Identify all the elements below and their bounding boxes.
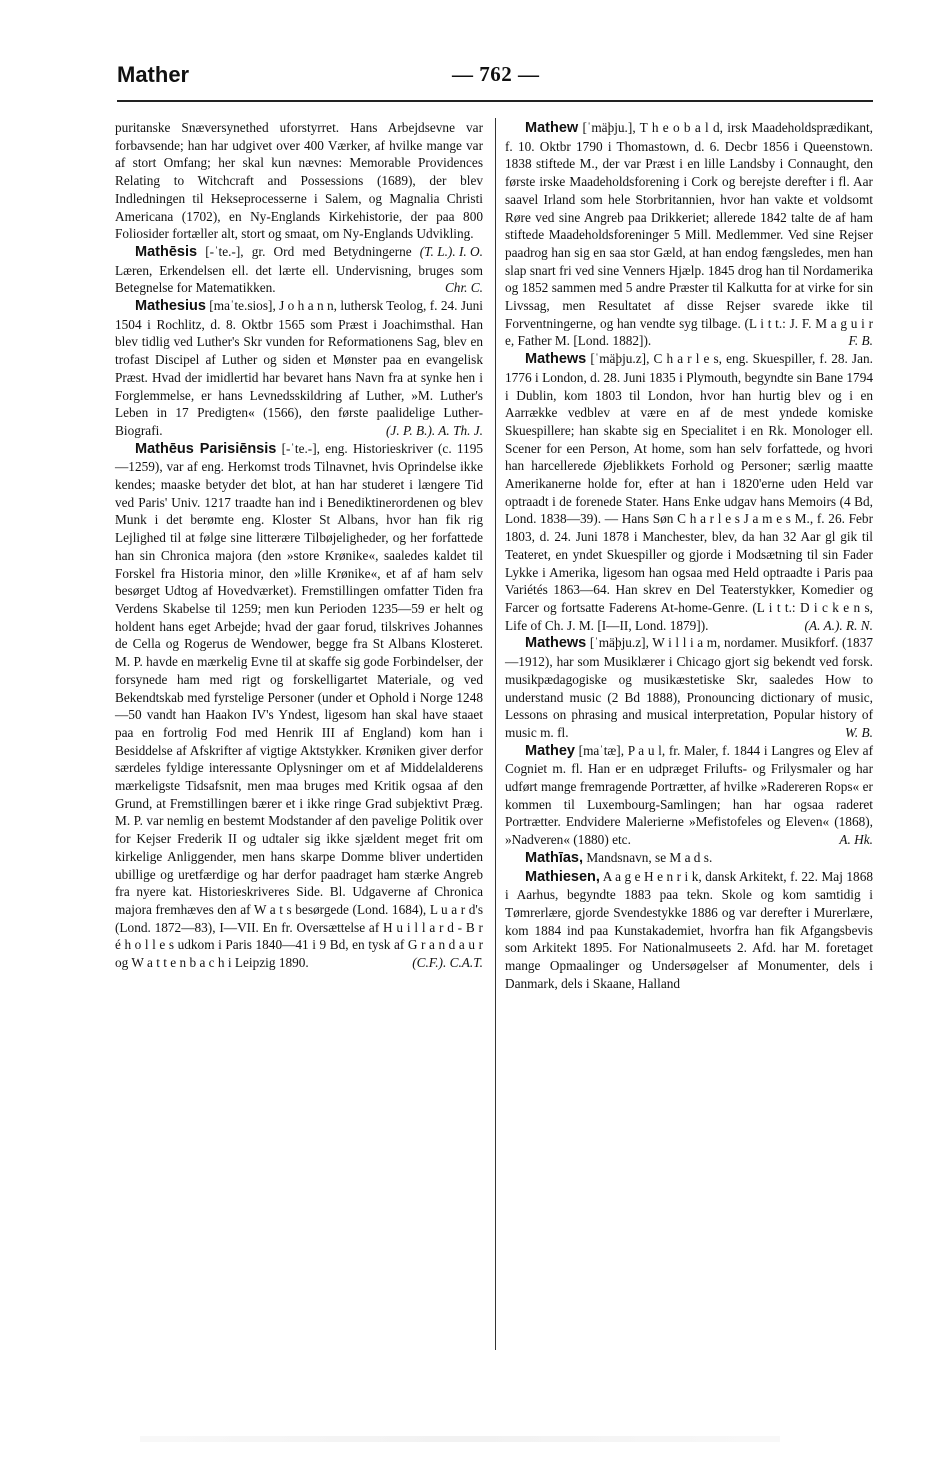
dictionary-entry xyxy=(505,849,873,868)
entry-signature: W. B. xyxy=(845,724,873,740)
dictionary-entry xyxy=(505,119,873,350)
entry-signature: A. Hk. xyxy=(839,832,873,848)
entry-signature: (A. A.). R. N. xyxy=(804,617,873,633)
dictionary-entry xyxy=(505,868,873,993)
entry-text: puritanske Snæversynethed uforstyrret. Hans Arbejdsevne var forbavsende; han har udgivet over 400 Værker, af hvilke mange var af stort Omfang; her skal kun nævnes: Memorable Providences Relating to Witchcraft and Possessions (1689), der blev Indledningen til Hekseprocesserne i Salem, og Magnalia Christi Americana (1702), en Ny-Englands Kirkehistorie, der paa 800 Foliosider fortæller alt, stort og smaat, om Ny-Englands Udvikling. xyxy=(115,120,483,242)
entry-text: [-ˈte.-], gr. Ord med Betydningerne Læren, Erkendelsen ell. det lærte ell. Undervisning, bruges som Betegnelse for Matematikken. xyxy=(115,243,483,296)
entry-text: [ˈmäþju.z], W i l l i a m, nordamer. Musikforf. (1837—1912), har som Musiklærer i Chicago gjort sig bekendt ved forsk. musikpædagogiske og musikæstetiske Skr, saaledes How to understand music (2 Bd 1888), Pronouncing dictionary of music, Lessons on phrasing and musical interpretation, Popular history of music m. fl. xyxy=(505,635,873,740)
running-head: Mather xyxy=(117,62,190,87)
dictionary-entry xyxy=(505,742,873,849)
entry-text: Mandsnavn, se M a d s. xyxy=(586,849,713,865)
page-number: — 762 — xyxy=(452,62,540,86)
dictionary-entry xyxy=(115,297,483,440)
entry-signature: (C.F.). C.A.T. xyxy=(412,955,483,971)
entry-headword: Mathīas, xyxy=(525,849,584,866)
right-column xyxy=(505,119,873,992)
entry-signature: (T. L.). I. O. xyxy=(419,243,483,259)
entry-headword: Mathews xyxy=(525,635,587,652)
entry-headword: Mathēsis xyxy=(135,243,198,260)
entry-signature: Chr. C. xyxy=(444,280,483,296)
entry-headword: Mathey xyxy=(525,742,575,759)
entry-text: [maˈte.sios], J o h a n n, luthersk Teolog, f. 24. Juni 1504 i Rochlitz, d. 8. Oktbr 1565 som Præst i Joachimsthal. Han blev tidlig ved Luther's Skr vunden for Reformationens Sag, blev en trofast Discipel af Luther og siden et Mønster paa en evangelisk Præst. Hvad der imidlertid har bevaret hans Navn fra at synke hen i Forglemmelse, er hans Levnedsskildring af Luther, »M. Luther's Leben in 17 Predigten« (1566), den første paalidelige Luther-Biografi. xyxy=(115,298,483,438)
header-rule xyxy=(117,100,873,102)
entry-headword: Mathew xyxy=(525,120,579,136)
entry-text: [ˈmäþju.], T h e o b a l d, irsk Maadeholdsprædikant, f. 10. Oktbr 1790 i Thomastown, d. 6. Decbr 1856 i Queenstown. 1838 stiftede M., der var Præst i en lille Landsby i Connaught, den første irske Maadeholdsforening i Cork og berejste derefter i fl. Aar saavel Irland som hele Storbritannien, hvor han vakte et voldsomt Røre ved sine Angreb paa Drikkeriet; allerede 1842 talte de af ham stiftede Maadeholdsforeninger 5 Mill. Medlemmer. Ved sine Rejser paadrog han sig en saa stor Gæld, at han endog fængsledes, men han slap snart fri ved sine Venners Hjælp. 1845 drog han til Nordamerika og 1852 sammen med 5 andre Præster til Kalkutta for at virke for sin Livssag, men Resultatet af disse Rejser svarede ikke til Forventningerne, og han vendte syg tilbage. (L i t t.: J. F. M a g u i r e, Father M. [Lond. 1882]). xyxy=(505,120,873,349)
entry-text: [ˈmäþju.z], C h a r l e s, eng. Skuespiller, f. 28. Jan. 1776 i London, d. 28. Juni 1835 i Plymouth, begyndte sin Bane 1794 i Dublin, kom 1803 til London, hvor han hurtig blev og i en Aarrække vedblev at være en af de mest yndede komiske Skuespillere; han skabte sig en Specialitet i en Rk. Monologer ell. Scener for een Person, At home, som han selv forfattede, og hvori han harcellerede Øjeblikkets Forhold og Personer; særlig maatte Amerikanerne holde for, efter at han i 1820'erne uden Held var optraadt i de forenede Stater. Hans Enke udgav hans Memoirs (4 Bd, Lond. 1838—39). — Hans Søn C h a r l e s J a m e s M., f. 26. Febr 1803, d. 24. Juni 1878 i Manchester, blev, da han 32 Aar gl gik til Teateret, en yndet Skuespiller og gjorde i Modsætning til sin Fader Lykke i Amerika, ligesom han ogsaa med Held optraadte i Paris paa Variétés 1863—64. Han skrev en Del Teaterstykker, Komedier og Farcer og fortsatte Faderens At-home-Genre. (L i t t.: D i c k e n s, Life of Ch. J. M. [I—II, Lond. 1879]). xyxy=(505,351,873,633)
column-divider xyxy=(495,118,496,1350)
scan-artifact xyxy=(140,1436,780,1442)
entry-headword: Mathews xyxy=(525,351,587,368)
entry-text: A a g e H e n r i k, dansk Arkitekt, f. 22. Maj 1868 i Aarhus, begyndte 1883 paa tekn. Skole og kom samtidig i Tømrerlære, gjorde Svendestykke 1886 og var derefter i Murerlære, kom 1884 ind paa Kunstakademiet, hvorfra han fik Afgangsbevis som Arkitekt 1895. For Nationalmuseets 2. Afd. har M. foretaget mange Opmaalinger og Undersøgelser af Monumenter, dels i Danmark, dels i Skaane, Halland xyxy=(505,868,873,991)
entry-headword: Mathiesen, xyxy=(525,868,600,885)
entry-signature: F. B. xyxy=(848,333,873,349)
entry-headword: Mathēus Parisiēnsis xyxy=(135,440,277,457)
entry-text: [-ˈte.-], eng. Historieskriver (c. 1195—1259), var af eng. Herkomst trods Tilnavnet, hvis Oprindelse ikke kendes; maaske betyder det blot, at han har studeret i længere Tid ved Paris' Univ. 1217 traadte han ind i Benediktinerordenen og blev Munk i det berømte eng. Kloster St Albans, hvor han fik rig Lejlighed til at følge sine litterære Tilbøjeligheder, og her forfattede han sin Chronica majora (den »store Krønike«, saaledes kaldet til Forskel fra Historia minor, den »lille Krønike«, et af af ham selv besørget Udtog af Hovedværket). Fremstillingen omfatter Tiden fra Verdens Skabelse til 1259; men kun Perioden 1235—59 er helt og holdent hans eget Arbejde; hvad der gaar forud, tilskrives Johannes de Cella og Rogerus de Wendower, begge fra St Albans Klosteret. M. P. havde en mærkelig Evne til at skaffe sig gode Forbindelser, der forsynede ham med rigt og forskelligartet Materiale, og ved Bekendtskab med fyrstelige Personer (under et Ophold i Norge 1248—50 vandt han Haakon IV's Yndest, ligesom han skal have staaet paa en fortrolig Fod med Henrik III af England) kom han i Besiddelse af Afskrifter af vigtige Aktstykker. Krøniken giver derfor særdeles fyldige interessante Oplysninger om et af Middelalderens mærkeligste Tidsafsnit, men maa bruges med Kritik ogsaa af den Grund, at Fremstillingen bærer et i ikke ringe Grad subjektivt Præg. M. P. var nemlig en bestemt Modstander af den pavelige Politik over for Kejser Frederik II og udtaler sig ikke sjældent meget frit om kirkelige Anliggender, men hans skarpe Domme bliver undertiden ubillige og uretfærdige og har derfor paadraget ham stærke Angreb fra nyere kat. Historieskriveres Side. Bl. Udgaverne af Chronica majora fremhæves den af W a t s besørgede (Lond. 1684), L u a r d's (Lond. 1872—83), I—VII. En fr. Oversættelse af H u i l l a r d - B r é h o l l e s udkom i Paris 1840—41 i 9 Bd, en tysk af G r a n d a u r og W a t t e n b a c h i Leipzig 1890. xyxy=(115,440,483,971)
dictionary-entry xyxy=(115,440,483,972)
entry-signature: (J. P. B.). A. Th. J. xyxy=(385,422,483,438)
entry-text: [maˈtæ], P a u l, fr. Maler, f. 1844 i Langres og Elev af Cogniet m. fl. Han er en udpræget Frilufts- og Frilysmaler og har udført mange fremragende Portrætter, af hvilke »Radereren Rops« er kommen til Luxembourg-Samlingen; han har ogsaa raderet Portrætter. Endvidere Malerierne »Mefistofeles og Eleven« (1868), »Nadveren« (1880) etc. xyxy=(505,742,873,848)
dictionary-entry xyxy=(505,350,873,634)
left-column xyxy=(115,119,483,972)
page-header xyxy=(117,62,873,96)
dictionary-entry xyxy=(505,634,873,741)
entry-headword: Mathesius xyxy=(135,298,206,315)
